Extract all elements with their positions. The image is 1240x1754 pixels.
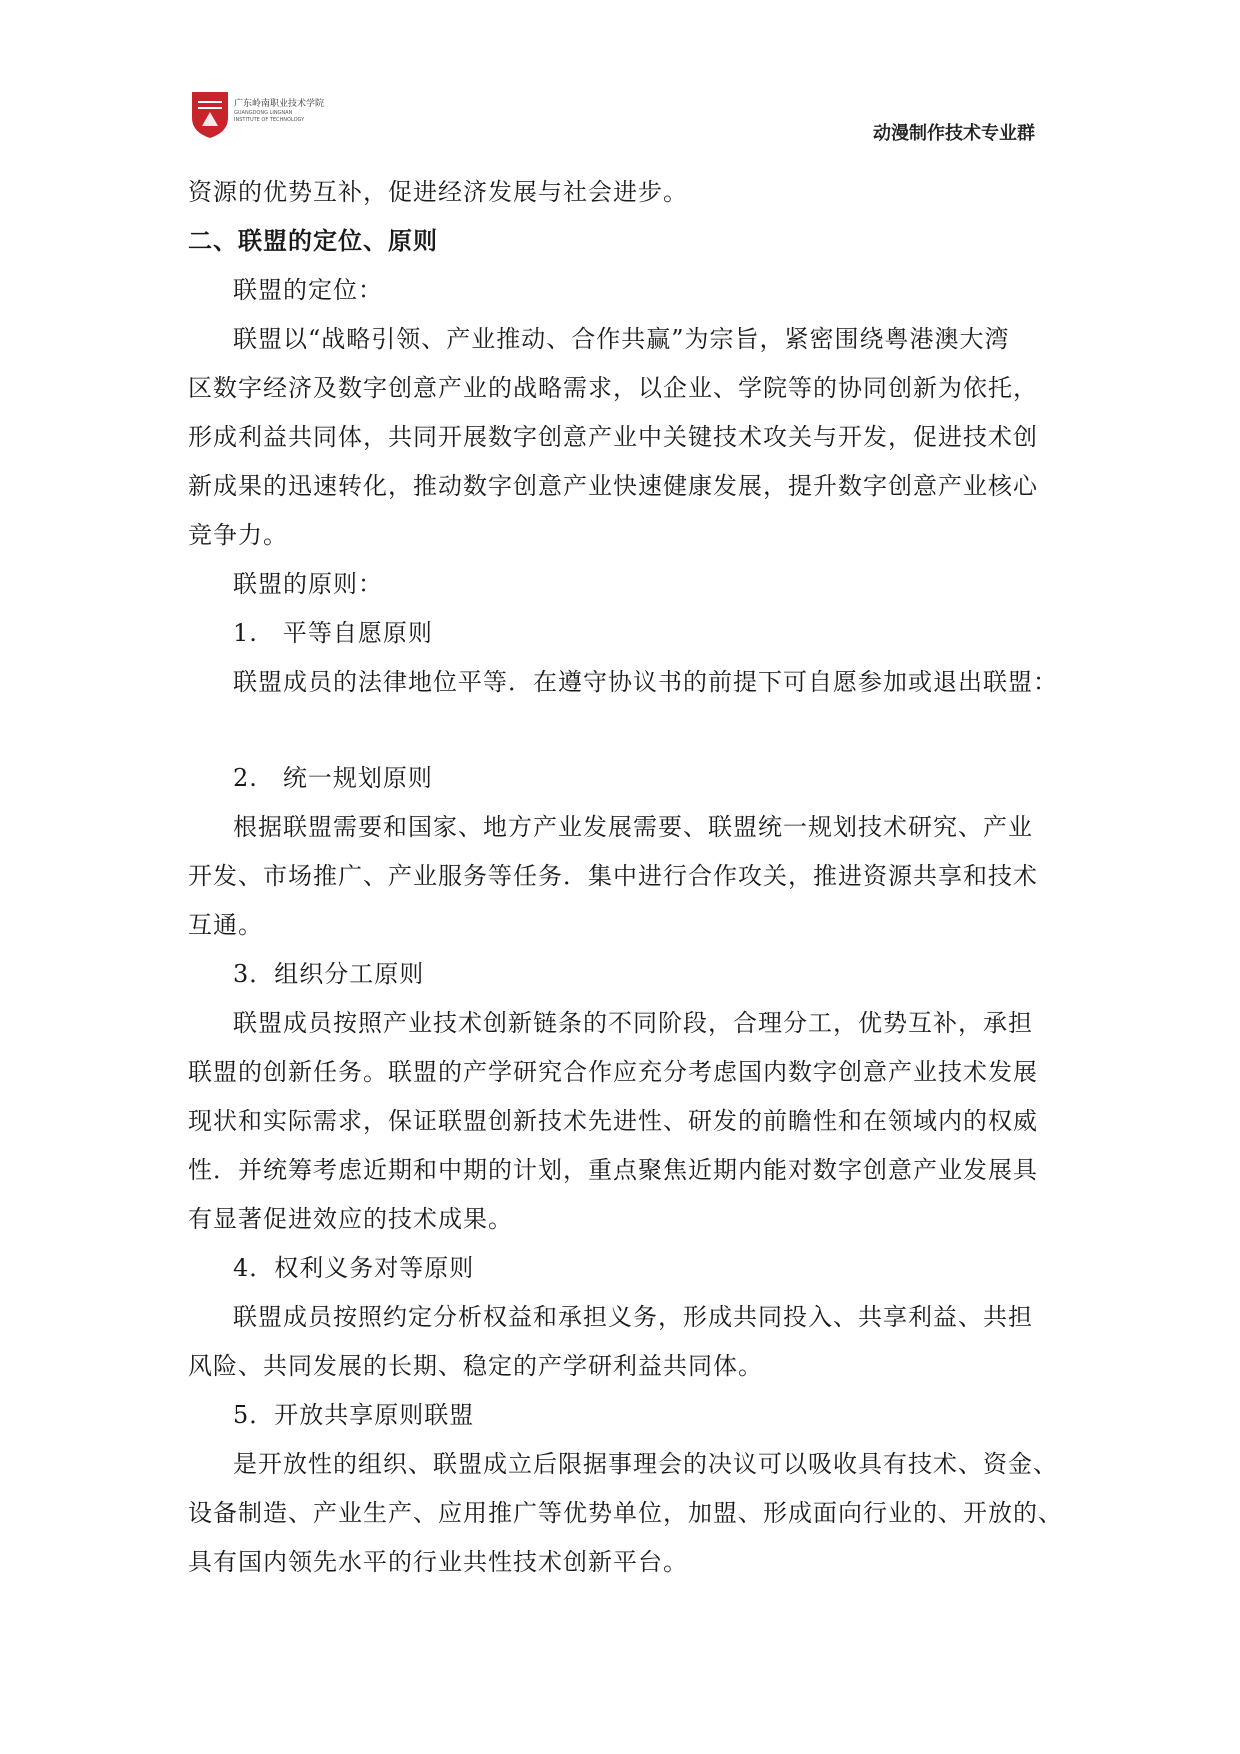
- paragraph-line: 现状和实际需求，保证联盟创新技术先进性、研发的前瞻性和在领域内的权威: [188, 1107, 1038, 1135]
- paragraph-line: 是开放性的组织、联盟成立后限据事理会的决议可以吸收具有技术、资金、: [233, 1450, 1058, 1478]
- paragraph-line: 开发、市场推广、产业服务等任务．集中进行合作攻关，推进资源共享和技术: [188, 862, 1038, 890]
- paragraph-line: 新成果的迅速转化，推动数字创意产业快速健康发展，提升数字创意产业核心: [188, 472, 1038, 500]
- paragraph-line: 联盟以“战略引领、产业推动、合作共赢”为宗旨，紧密围绕粤港澳大湾: [233, 325, 1010, 353]
- paragraph-line: 性．并统筹考虑近期和中期的计划，重点聚焦近期内能对数字创意产业发展具: [188, 1156, 1038, 1184]
- blank-line: [188, 707, 1058, 754]
- paragraph-line: 竞争力。: [188, 521, 288, 549]
- principle-heading-5: 5．开放共享原则联盟: [233, 1401, 475, 1429]
- paragraph-line: 联盟成员的法律地位平等．在遵守协议书的前提下可自愿参加或退出联盟：: [233, 668, 1058, 696]
- paragraph-line: 资源的优势互补，促进经济发展与社会进步。: [188, 178, 688, 206]
- paragraph-line: 联盟成员按照约定分析权益和承担义务，形成共同投入、共享利益、共担: [233, 1303, 1033, 1331]
- principle-heading-3: 3．组织分工原则: [233, 960, 425, 988]
- paragraph-line: 联盟成员按照产业技术创新链条的不同阶段，合理分工，优势互补，承担: [233, 1009, 1033, 1037]
- paragraph-line: 互通。: [188, 911, 263, 939]
- principle-heading-4: 4．权利义务对等原则: [233, 1254, 475, 1282]
- logo-english-name-2: INSTITUTE OF TECHNOLOGY: [234, 117, 305, 123]
- paragraph-line: 具有国内领先水平的行业共性技术创新平台。: [188, 1548, 688, 1576]
- paragraph-line: 联盟的创新任务。联盟的产学研究合作应充分考虑国内数字创意产业技术发展: [188, 1058, 1038, 1086]
- shield-logo-icon: [190, 90, 230, 140]
- logo-chinese-name: 广东岭南职业技术学院: [234, 99, 325, 109]
- paragraph-line: 区数字经济及数字创意产业的战略需求，以企业、学院等的协同创新为依托，: [188, 374, 1038, 402]
- principle-heading-2: 2. 统一规划原则: [233, 764, 433, 792]
- paragraph-line: 风险、共同发展的长期、稳定的产学研利益共同体。: [188, 1352, 763, 1380]
- paragraph-line: 设备制造、产业生产、应用推广等优势单位，加盟、形成面向行业的、开放的、: [188, 1499, 1063, 1527]
- paragraph-line: 有显著促进效应的技术成果。: [188, 1205, 513, 1233]
- page-header: [0, 0, 1240, 150]
- paragraph-line: 形成利益共同体，共同开展数字创意产业中关键技术攻关与开发，促进技术创: [188, 423, 1038, 451]
- subheading-positioning: 联盟的定位：: [233, 276, 383, 304]
- logo-english-name-1: GUANGDONG LINGNAN: [234, 110, 293, 116]
- header-program-title: 动漫制作技术专业群: [873, 123, 1035, 144]
- subheading-principles: 联盟的原则：: [233, 570, 383, 598]
- paragraph-line: 根据联盟需要和国家、地方产业发展需要、联盟统一规划技术研究、产业: [233, 813, 1033, 841]
- principle-heading-1: 1. 平等自愿原则: [233, 619, 433, 647]
- institution-logo: [190, 90, 325, 142]
- section-heading: 二、联盟的定位、原则: [188, 227, 438, 255]
- document-body: [188, 168, 1063, 1587]
